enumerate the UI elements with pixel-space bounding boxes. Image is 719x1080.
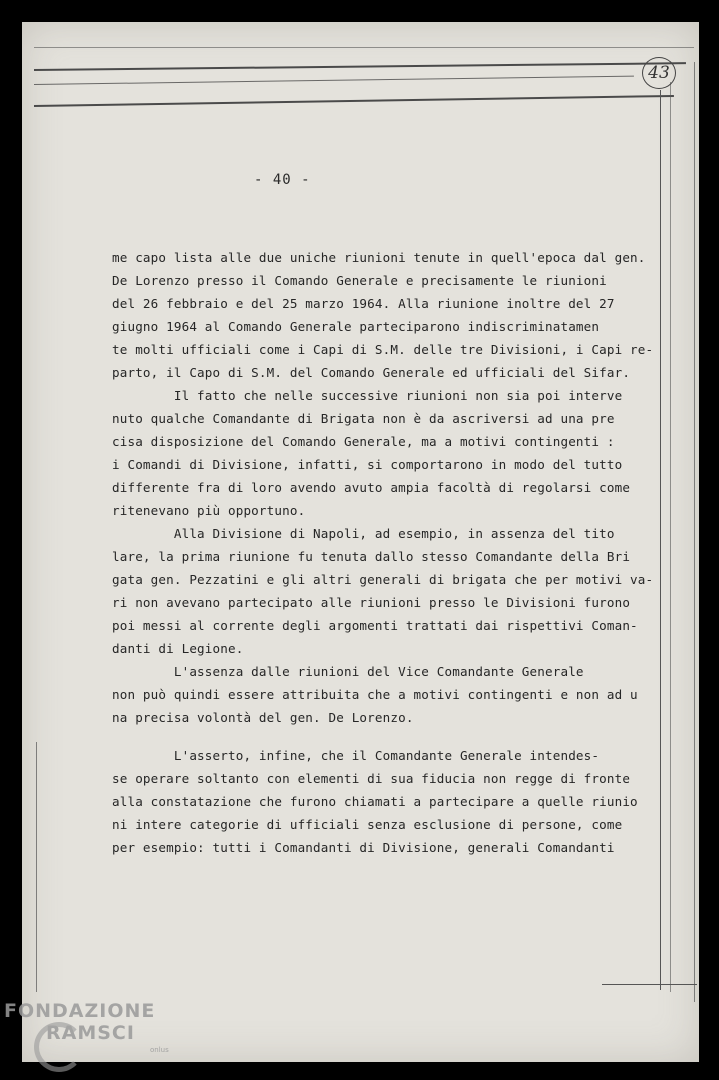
gramsci-logo-icon [34,1022,84,1072]
watermark-suffix: onlus [150,1046,169,1054]
text-line: gata gen. Pezzatini e gli altri generali di brigata che per motivi va- [112,572,654,587]
document-page [22,22,699,1062]
text-line: cisa disposizione del Comando Generale, ma a motivi contingenti : [112,434,615,449]
header-rule [34,62,686,71]
text-line: i Comandi di Divisione, infatti, si comportarono in modo del tutto [112,457,623,472]
text-line: Il fatto che nelle successive riunioni non sia poi interve [112,388,623,403]
text-line: De Lorenzo presso il Comando Generale e precisamente le riunioni [112,273,607,288]
text-line: per esempio: tutti i Comandanti di Divisione, generali Comandanti [112,840,615,855]
page-number: - 40 - [254,172,311,188]
watermark-line2: RAMSCI [46,1022,135,1044]
footer-rule [602,984,697,985]
text-line: se operare soltanto con elementi di sua fiducia non regge di fronte [112,771,631,786]
text-line: lare, la prima riunione fu tenuta dallo stesso Comandante della Bri [112,549,631,564]
text-line: ni intere categorie di ufficiali senza esclusione di persone, come [112,817,623,832]
text-line: te molti ufficiali come i Capi di S.M. delle tre Divisioni, i Capi re- [112,342,654,357]
text-line: Alla Divisione di Napoli, ad esempio, in assenza del tito [112,526,615,541]
text-line: L'assenza dalle riunioni del Vice Comandante Generale [112,664,584,679]
fondazione-gramsci-watermark [4,1000,169,1054]
header-rule [34,95,674,107]
margin-rule [660,90,661,990]
margin-rule [36,742,37,992]
watermark-line1: FONDAZIONE [4,1000,156,1022]
text-line: L'asserto, infine, che il Comandante Generale intendes- [112,748,600,763]
text-line: non può quindi essere attribuita che a motivi contingenti e non ad u [112,687,638,702]
text-line: danti di Legione. [112,641,244,656]
text-line: ri non avevano partecipato alle riunioni presso le Divisioni furono [112,595,631,610]
text-line: ritenevano più opportuno. [112,503,306,518]
text-line: na precisa volontà del gen. De Lorenzo. [112,710,414,725]
text-line: parto, il Capo di S.M. del Comando Generale ed ufficiali del Sifar. [112,365,631,380]
text-line: del 26 febbraio e del 25 marzo 1964. Alla riunione inoltre del 27 [112,296,615,311]
header-rule [34,76,634,85]
text-line: giugno 1964 al Comando Generale parteciparono indiscriminatamen [112,319,600,334]
text-line: alla constatazione che furono chiamati a partecipare a quelle riunio [112,794,638,809]
body-text [112,246,654,859]
archive-number-stamp: 43 [642,57,676,89]
text-line: differente fra di loro avendo avuto ampia facoltà di regolarsi come [112,480,631,495]
margin-rule [670,82,671,992]
text-line: me capo lista alle due uniche riunioni tenute in quell'epoca dal gen. [112,250,646,265]
text-line: poi messi al corrente degli argomenti trattati dai rispettivi Coman- [112,618,638,633]
header-rule [34,47,694,48]
text-line: nuto qualche Comandante di Brigata non è da ascriversi ad una pre [112,411,615,426]
margin-rule [694,62,695,1002]
